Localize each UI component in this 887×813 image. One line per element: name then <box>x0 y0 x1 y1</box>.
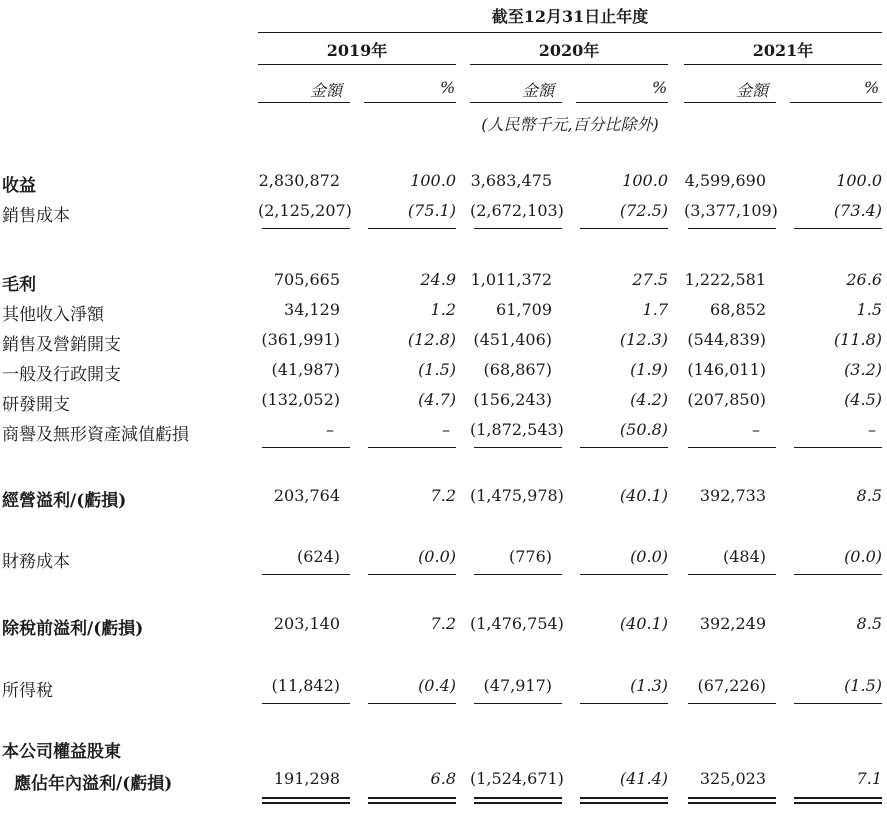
percent-cell: 1.2 <box>430 300 456 319</box>
amount-cell: – <box>326 420 334 439</box>
percent-cell: 8.5 <box>856 486 882 505</box>
amount-cell: (146,011) <box>687 360 766 379</box>
year-2019: 2019年 <box>326 41 388 60</box>
percent-cell: 8.5 <box>856 614 882 633</box>
amount-cell: (451,406) <box>473 330 552 349</box>
amount-cell: (156,243) <box>473 390 552 409</box>
percent-header-2020: % <box>652 78 668 97</box>
amount-cell: (3,377,109) <box>684 201 778 220</box>
amount-cell: (484) <box>722 547 766 566</box>
amount-cell: (68,867) <box>483 360 552 379</box>
percent-cell: – <box>868 420 876 439</box>
amount-cell: 1,011,372 <box>470 270 552 289</box>
percent-cell: 24.9 <box>420 270 456 289</box>
amount-cell: (1,524,671) <box>470 769 564 788</box>
row-label: 財務成本 <box>2 552 70 572</box>
total-double-rule <box>368 797 456 804</box>
subtotal-rule <box>794 574 882 575</box>
subheader-rule <box>790 102 882 103</box>
percent-cell: (0.0) <box>418 547 456 566</box>
row-label: 應佔年內溢利/(虧損) <box>14 774 173 794</box>
subtotal-rule <box>794 228 882 229</box>
percent-cell: (3.2) <box>844 360 882 379</box>
subheader-rule <box>684 102 776 103</box>
percent-cell: (12.8) <box>407 330 456 349</box>
amount-cell: 392,733 <box>699 486 766 505</box>
amount-cell: 1,222,581 <box>684 270 766 289</box>
amount-cell: (11,842) <box>271 676 340 695</box>
amount-cell: 2,830,872 <box>258 171 340 190</box>
subtotal-rule <box>474 574 562 575</box>
percent-cell: 1.7 <box>642 300 668 319</box>
subtotal-rule <box>474 447 562 448</box>
subtotal-rule <box>794 447 882 448</box>
year-2021: 2021年 <box>752 41 814 60</box>
amount-cell: (1,872,543) <box>470 420 564 439</box>
subtotal-rule <box>580 447 668 448</box>
percent-cell: 7.1 <box>856 769 882 788</box>
total-double-rule <box>794 797 882 804</box>
row-label: 一般及行政開支 <box>2 365 121 385</box>
amount-cell: (207,850) <box>687 390 766 409</box>
amount-cell: 705,665 <box>273 270 340 289</box>
percent-cell: (1.9) <box>630 360 668 379</box>
amount-header-2020: 金額 <box>522 81 555 100</box>
year-rule-2019 <box>258 64 456 65</box>
unit-note: (人民幣千元,百分比除外) <box>481 115 659 134</box>
period-title: 截至12月31日止年度 <box>491 7 649 26</box>
amount-cell: (2,125,207) <box>258 201 352 220</box>
percent-cell: (0.0) <box>630 547 668 566</box>
subtotal-rule <box>368 447 456 448</box>
subtotal-rule <box>688 574 776 575</box>
total-double-rule <box>262 797 350 804</box>
row-label: 收益 <box>2 176 36 196</box>
subheader-rule <box>576 102 668 103</box>
row-label: 研發開支 <box>2 395 70 415</box>
year-rule-2020 <box>470 64 668 65</box>
row-label: 其他收入淨額 <box>2 305 104 325</box>
amount-cell: (67,226) <box>697 676 766 695</box>
percent-cell: (75.1) <box>407 201 456 220</box>
amount-cell: 34,129 <box>284 300 340 319</box>
percent-cell: 7.2 <box>430 614 456 633</box>
percent-header-2021: % <box>864 78 880 97</box>
subtotal-rule <box>368 574 456 575</box>
amount-cell: (624) <box>296 547 340 566</box>
subtotal-rule <box>794 703 882 704</box>
subtotal-rule <box>688 447 776 448</box>
percent-cell: 26.6 <box>846 270 882 289</box>
year-2020: 2020年 <box>538 41 600 60</box>
amount-cell: 203,140 <box>273 614 340 633</box>
amount-cell: 4,599,690 <box>684 171 766 190</box>
amount-header-2021: 金額 <box>736 81 769 100</box>
amount-cell: (1,475,978) <box>470 486 564 505</box>
percent-cell: 1.5 <box>856 300 882 319</box>
amount-cell: – <box>752 420 760 439</box>
percent-cell: (0.4) <box>418 676 456 695</box>
subtotal-rule <box>580 703 668 704</box>
row-label: 商譽及無形資產減值虧損 <box>2 425 189 445</box>
percent-cell: (1.5) <box>844 676 882 695</box>
percent-cell: (50.8) <box>619 420 668 439</box>
total-double-rule <box>688 797 776 804</box>
subheader-rule <box>470 102 562 103</box>
percent-cell: (12.3) <box>619 330 668 349</box>
subheader-rule <box>258 102 350 103</box>
row-label: 經營溢利/(虧損) <box>2 491 127 511</box>
subtotal-rule <box>474 228 562 229</box>
percent-cell: (4.2) <box>630 390 668 409</box>
subtotal-rule <box>474 703 562 704</box>
percent-cell: (72.5) <box>619 201 668 220</box>
subtotal-rule <box>688 228 776 229</box>
percent-cell: 7.2 <box>430 486 456 505</box>
percent-cell: (1.5) <box>418 360 456 379</box>
row-label: 銷售及營銷開支 <box>2 335 121 355</box>
percent-cell: (41.4) <box>619 769 668 788</box>
percent-header-2019: % <box>440 78 456 97</box>
amount-cell: 3,683,475 <box>470 171 552 190</box>
amount-cell: 203,764 <box>273 486 340 505</box>
percent-cell: (73.4) <box>833 201 882 220</box>
percent-cell: 100.0 <box>410 171 456 190</box>
amount-cell: 325,023 <box>699 769 766 788</box>
subtotal-rule <box>580 574 668 575</box>
percent-cell: (1.3) <box>630 676 668 695</box>
amount-cell: 68,852 <box>710 300 766 319</box>
percent-cell: (40.1) <box>619 614 668 633</box>
amount-cell: (1,476,754) <box>470 614 564 633</box>
percent-cell: 100.0 <box>622 171 668 190</box>
subtotal-rule <box>368 703 456 704</box>
subtotal-rule <box>262 574 350 575</box>
year-rule-2021 <box>684 64 882 65</box>
subtotal-rule <box>262 447 350 448</box>
amount-cell: 61,709 <box>496 300 552 319</box>
row-label: 銷售成本 <box>2 206 70 226</box>
subtotal-rule <box>688 703 776 704</box>
percent-cell: (4.5) <box>844 390 882 409</box>
amount-cell: (544,839) <box>687 330 766 349</box>
percent-cell: (4.7) <box>418 390 456 409</box>
amount-cell: (776) <box>508 547 552 566</box>
percent-cell: 100.0 <box>836 171 882 190</box>
subtotal-rule <box>580 228 668 229</box>
amount-header-2019: 金額 <box>310 81 343 100</box>
total-double-rule <box>580 797 668 804</box>
amount-cell: 191,298 <box>273 769 340 788</box>
percent-cell: – <box>442 420 450 439</box>
subtotal-rule <box>368 228 456 229</box>
amount-cell: (2,672,103) <box>470 201 564 220</box>
percent-cell: (40.1) <box>619 486 668 505</box>
amount-cell: (361,991) <box>261 330 340 349</box>
percent-cell: 6.8 <box>430 769 456 788</box>
amount-cell: 392,249 <box>699 614 766 633</box>
percent-cell: (11.8) <box>833 330 882 349</box>
row-label: 毛利 <box>2 275 36 295</box>
amount-cell: (132,052) <box>261 390 340 409</box>
percent-cell: 27.5 <box>632 270 668 289</box>
row-label: 本公司權益股東 <box>2 742 121 762</box>
amount-cell: (47,917) <box>483 676 552 695</box>
subheader-rule <box>364 102 456 103</box>
subtotal-rule <box>262 228 350 229</box>
percent-cell: (0.0) <box>844 547 882 566</box>
period-rule <box>258 32 882 33</box>
total-double-rule <box>474 797 562 804</box>
row-label: 所得稅 <box>2 681 53 701</box>
row-label: 除稅前溢利/(虧損) <box>2 619 144 639</box>
amount-cell: (41,987) <box>271 360 340 379</box>
subtotal-rule <box>262 703 350 704</box>
